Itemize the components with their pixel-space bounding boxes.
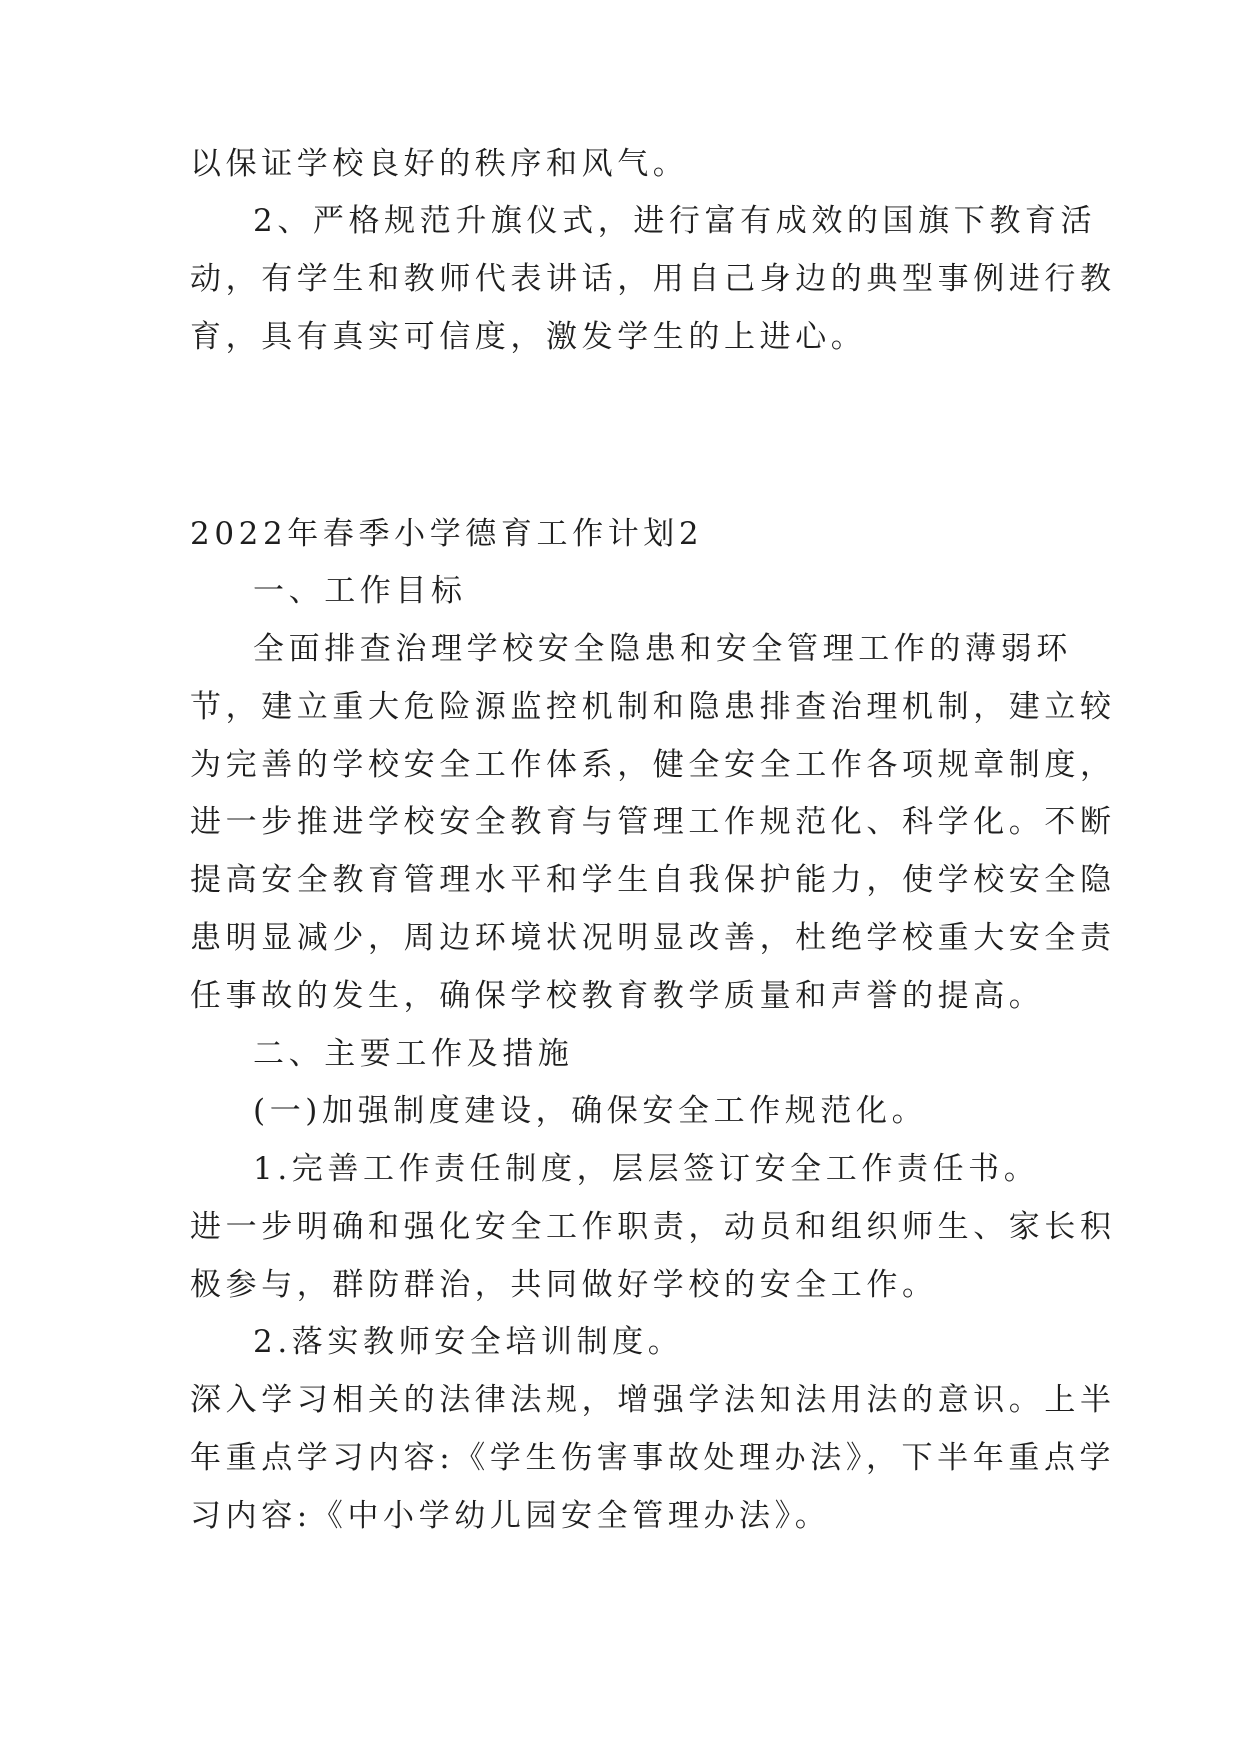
- paragraph-line: 进一步明确和强化安全工作职责，动员和组织师生、家长积: [190, 1209, 1116, 1245]
- paragraph-line: 极参与，群防群治，共同做好学校的安全工作。: [190, 1267, 938, 1303]
- paragraph-line: 以保证学校良好的秩序和风气。: [190, 146, 689, 182]
- list-item-2: 2.落实教师安全培训制度。: [253, 1324, 684, 1360]
- paragraph-line: 2、严格规范升旗仪式，进行富有成效的国旗下教育活: [253, 203, 1097, 239]
- paragraph-line: 育，具有真实可信度，激发学生的上进心。: [190, 319, 867, 355]
- heading-main-measures: 二、主要工作及措施: [253, 1036, 574, 1072]
- section-title: 2022年春季小学德育工作计划2: [190, 516, 704, 552]
- paragraph-line: 深入学习相关的法律法规，增强学法知法用法的意识。上半: [190, 1382, 1116, 1418]
- paragraph-line: 提高安全教育管理水平和学生自我保护能力，使学校安全隐: [190, 862, 1116, 898]
- paragraph-line: 任事故的发生，确保学校教育教学质量和声誉的提高。: [190, 978, 1045, 1014]
- paragraph-line: 动，有学生和教师代表讲话，用自己身边的典型事例进行教: [190, 261, 1116, 297]
- paragraph-line: 习内容:《中小学幼儿园安全管理办法》。: [190, 1498, 831, 1534]
- paragraph-line: 全面排查治理学校安全隐患和安全管理工作的薄弱环: [253, 631, 1072, 667]
- subheading-system-building: (一)加强制度建设，确保安全工作规范化。: [253, 1093, 928, 1129]
- heading-work-goals: 一、工作目标: [253, 573, 467, 609]
- paragraph-line: 为完善的学校安全工作体系，健全安全工作各项规章制度，: [190, 747, 1116, 783]
- list-item-1: 1.完善工作责任制度，层层签订安全工作责任书。: [253, 1151, 1040, 1187]
- paragraph-line: 年重点学习内容:《学生伤害事故处理办法》，下半年重点学: [190, 1440, 1116, 1476]
- paragraph-line: 患明显减少，周边环境状况明显改善，杜绝学校重大安全责: [190, 920, 1116, 956]
- paragraph-line: 节，建立重大危险源监控机制和隐患排查治理机制，建立较: [190, 689, 1116, 725]
- paragraph-line: 进一步推进学校安全教育与管理工作规范化、科学化。不断: [190, 804, 1116, 840]
